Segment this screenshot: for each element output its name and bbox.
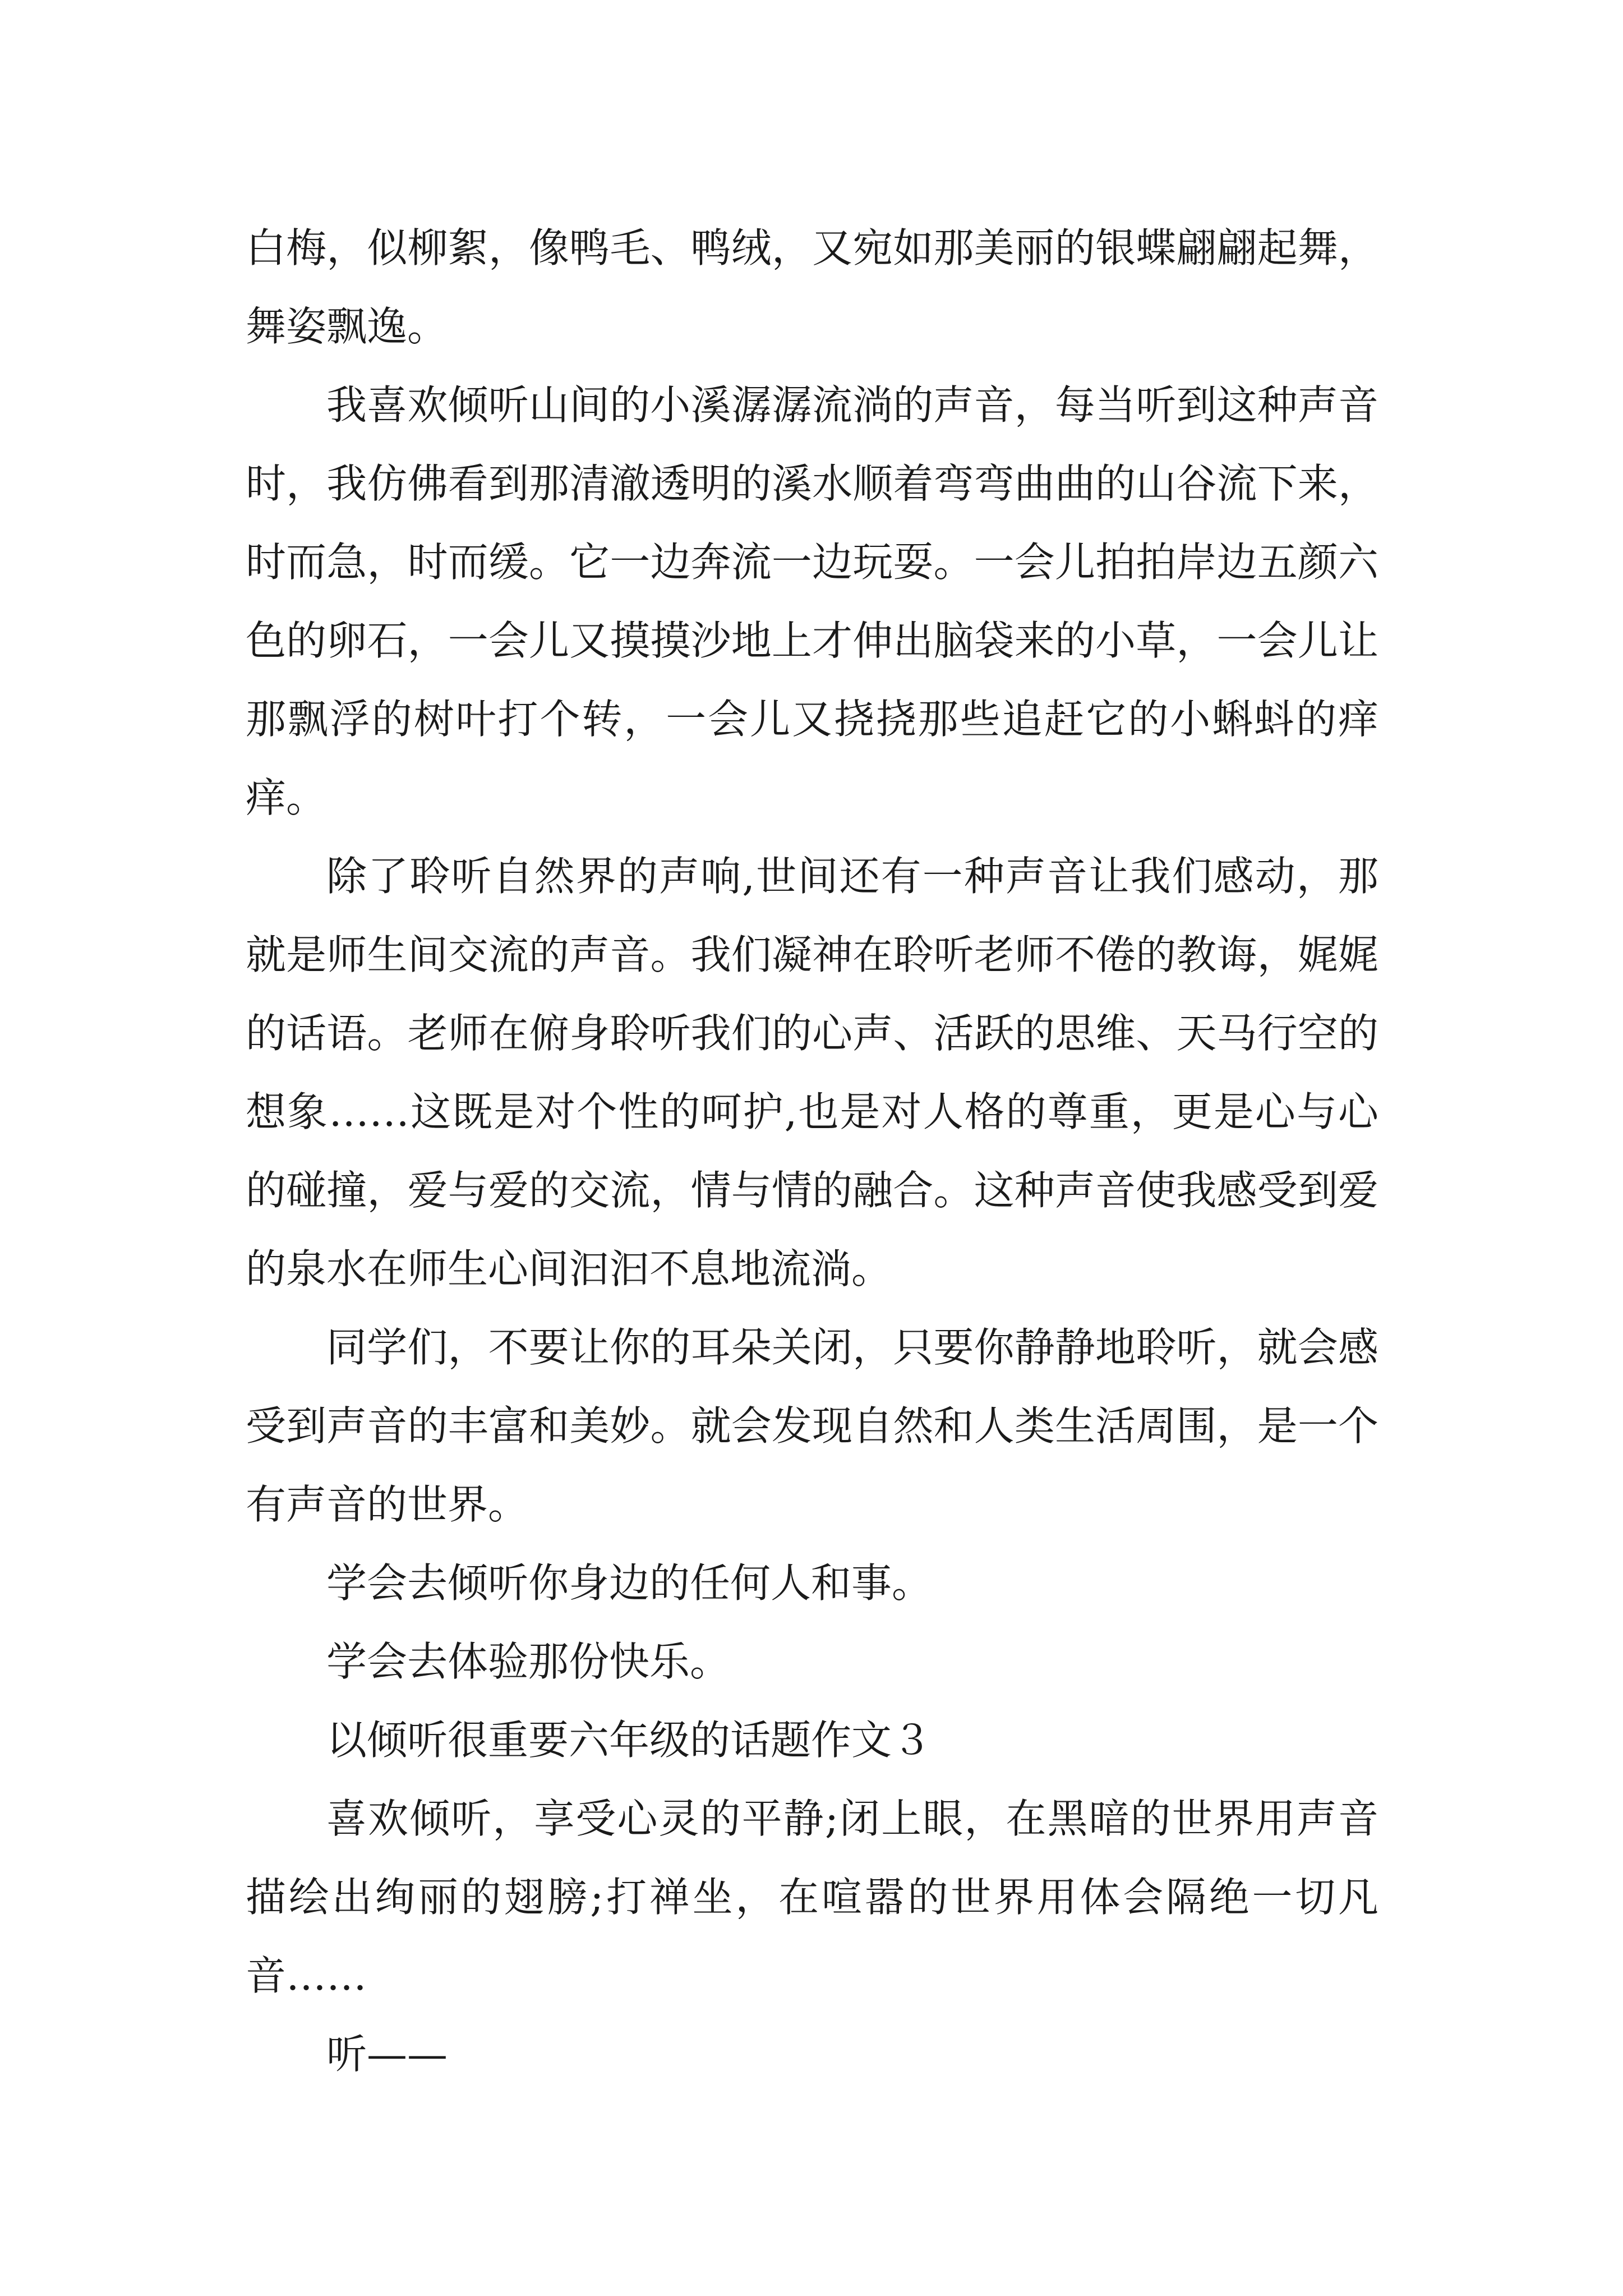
- paragraph-2: 我喜欢倾听山间的小溪潺潺流淌的声音，每当听到这种声音时，我仿佛看到那清澈透明的溪水顺着弯弯曲曲的山谷流下来，时而急，时而缓。它一边奔流一边玩耍。一会儿拍拍岸边五颜六色的卵石，一会儿又摸摸沙地上才伸出脑袋来的小草，一会儿让那飘浮的树叶打个转，一会儿又挠挠那些追赶它的小蝌蚪的痒痒。: [246, 381, 1378, 821]
- paragraph-8: 听——: [326, 2031, 448, 2078]
- paragraph-1: 白梅，似柳絮，像鸭毛、鸭绒，又宛如那美丽的银蝶翩翩起舞，舞姿飘逸。: [246, 224, 1378, 350]
- document-body: [246, 209, 1378, 2093]
- section-title: 以倾听很重要六年级的话题作文３: [326, 1717, 933, 1764]
- paragraph-4: 同学们，不要让你的耳朵关闭，只要你静静地聆听，就会感受到声音的丰富和美妙。就会发现自然和人类生活周围，是一个有声音的世界。: [246, 1324, 1378, 1528]
- paragraph-5: 学会去倾听你身边的任何人和事。: [326, 1559, 933, 1607]
- paragraph-6: 学会去体验那份快乐。: [326, 1638, 731, 1685]
- paragraph-7: 喜欢倾听，享受心灵的平静;闭上眼，在黑暗的世界用声音描绘出绚丽的翅膀;打禅坐，在喧嚣的世界用体会隔绝一切凡音……: [246, 1795, 1378, 1999]
- paragraph-3: 除了聆听自然界的声响,世间还有一种声音让我们感动，那就是师生间交流的声音。我们凝神在聆听老师不倦的教诲，娓娓的话语。老师在俯身聆听我们的心声、活跃的思维、天马行空的想象……这既是对个性的呵护,也是对人格的尊重，更是心与心的碰撞，爱与爱的交流，情与情的融合。这种声音使我感受到爱的泉水在师生心间汩汩不息地流淌。: [246, 853, 1378, 1292]
